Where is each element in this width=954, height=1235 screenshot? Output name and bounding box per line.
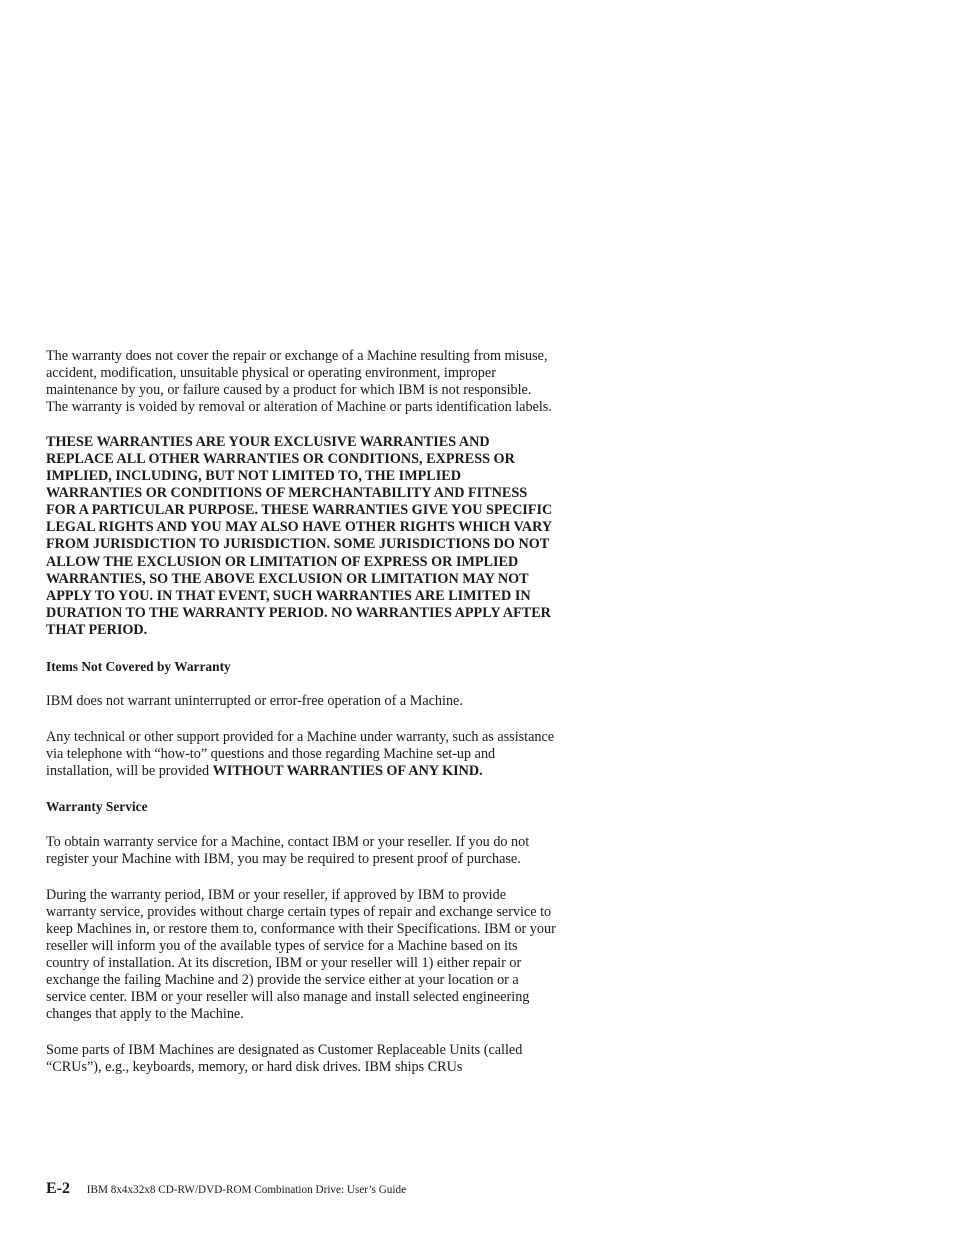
paragraph-technical-support [46,729,556,780]
paragraph-exclusive-warranties: THESE WARRANTIES ARE YOUR EXCLUSIVE WARRANTIES AND REPLACE ALL OTHER WARRANTIES OR CONDITIONS, EXPRESS OR IMPLIED, INCLUDING, BUT NOT LIMITED TO, THE IMPLIED WARRANTIES OR CONDITIONS OF MERCHANTABILITY AND FITNESS FOR A PARTICULAR PURPOSE. THESE WARRANTIES GIVE YOU SPECIFIC LEGAL RIGHTS AND YOU MAY ALSO HAVE OTHER RIGHTS WHICH VARY FROM JURISDICTION TO JURISDICTION. SOME JURISDICTIONS DO NOT ALLOW THE EXCLUSION OR LIMITATION OF EXPRESS OR IMPLIED WARRANTIES, SO THE ABOVE EXCLUSION OR LIMITATION MAY NOT APPLY TO YOU. IN THAT EVENT, SUCH WARRANTIES ARE LIMITED IN DURATION TO THE WARRANTY PERIOD. NO WARRANTIES APPLY AFTER THAT PERIOD. [46,433,553,638]
heading-items-not-covered: Items Not Covered by Warranty [46,658,231,674]
document-body [46,348,556,1076]
paragraph-warranty-period-service: During the warranty period, IBM or your reseller, if approved by IBM to provide warranty service, provides without charge certain types of repair and exchange service to keep Machines in, or restore them to, conformance with their Specifications. IBM or your reseller will inform you of the available types of service for a Machine based on its country of installation. At its discretion, IBM or your reseller will 1) either repair or exchange the failing Machine and 2) provide the service either at your location or a service center. IBM or your reseller will also manage and install selected engineering changes that apply to the Machine. [46,886,556,1023]
heading-warranty-service: Warranty Service [46,799,148,815]
technical-support-text: Any technical or other support provided for a Machine under warranty, such as assistance via telephone with “how-to” questions and those regarding Machine set-up and installation, will be provided [46,728,555,779]
page-footer [46,1180,406,1198]
footer-title: IBM 8x4x32x8 CD-RW/DVD-ROM Combination Drive: User’s Guide [86,1184,407,1196]
paragraph-obtain-service: To obtain warranty service for a Machine, contact IBM or your reseller. If you do not register your Machine with IBM, you may be required to present proof of purchase. [46,834,530,868]
page-number: E-2 [46,1180,70,1197]
paragraph-coverage-exclusions: The warranty does not cover the repair or exchange of a Machine resulting from misuse, accident, modification, unsuitable physical or operating environment, improper maintenance by you, or failure caused by a product for which IBM is not responsible. The warranty is voided by removal or alteration of Machine or parts identification labels. [46,348,552,416]
paragraph-customer-replaceable-units: Some parts of IBM Machines are designated as Customer Replaceable Units (called “CRUs”), e.g., keyboards, memory, or hard disk drives. IBM ships CRUs [46,1042,523,1076]
paragraph-no-uninterrupted-operation: IBM does not warrant uninterrupted or error-free operation of a Machine. [46,693,463,710]
without-warranties-emphasis: WITHOUT WARRANTIES OF ANY KIND. [212,762,483,779]
